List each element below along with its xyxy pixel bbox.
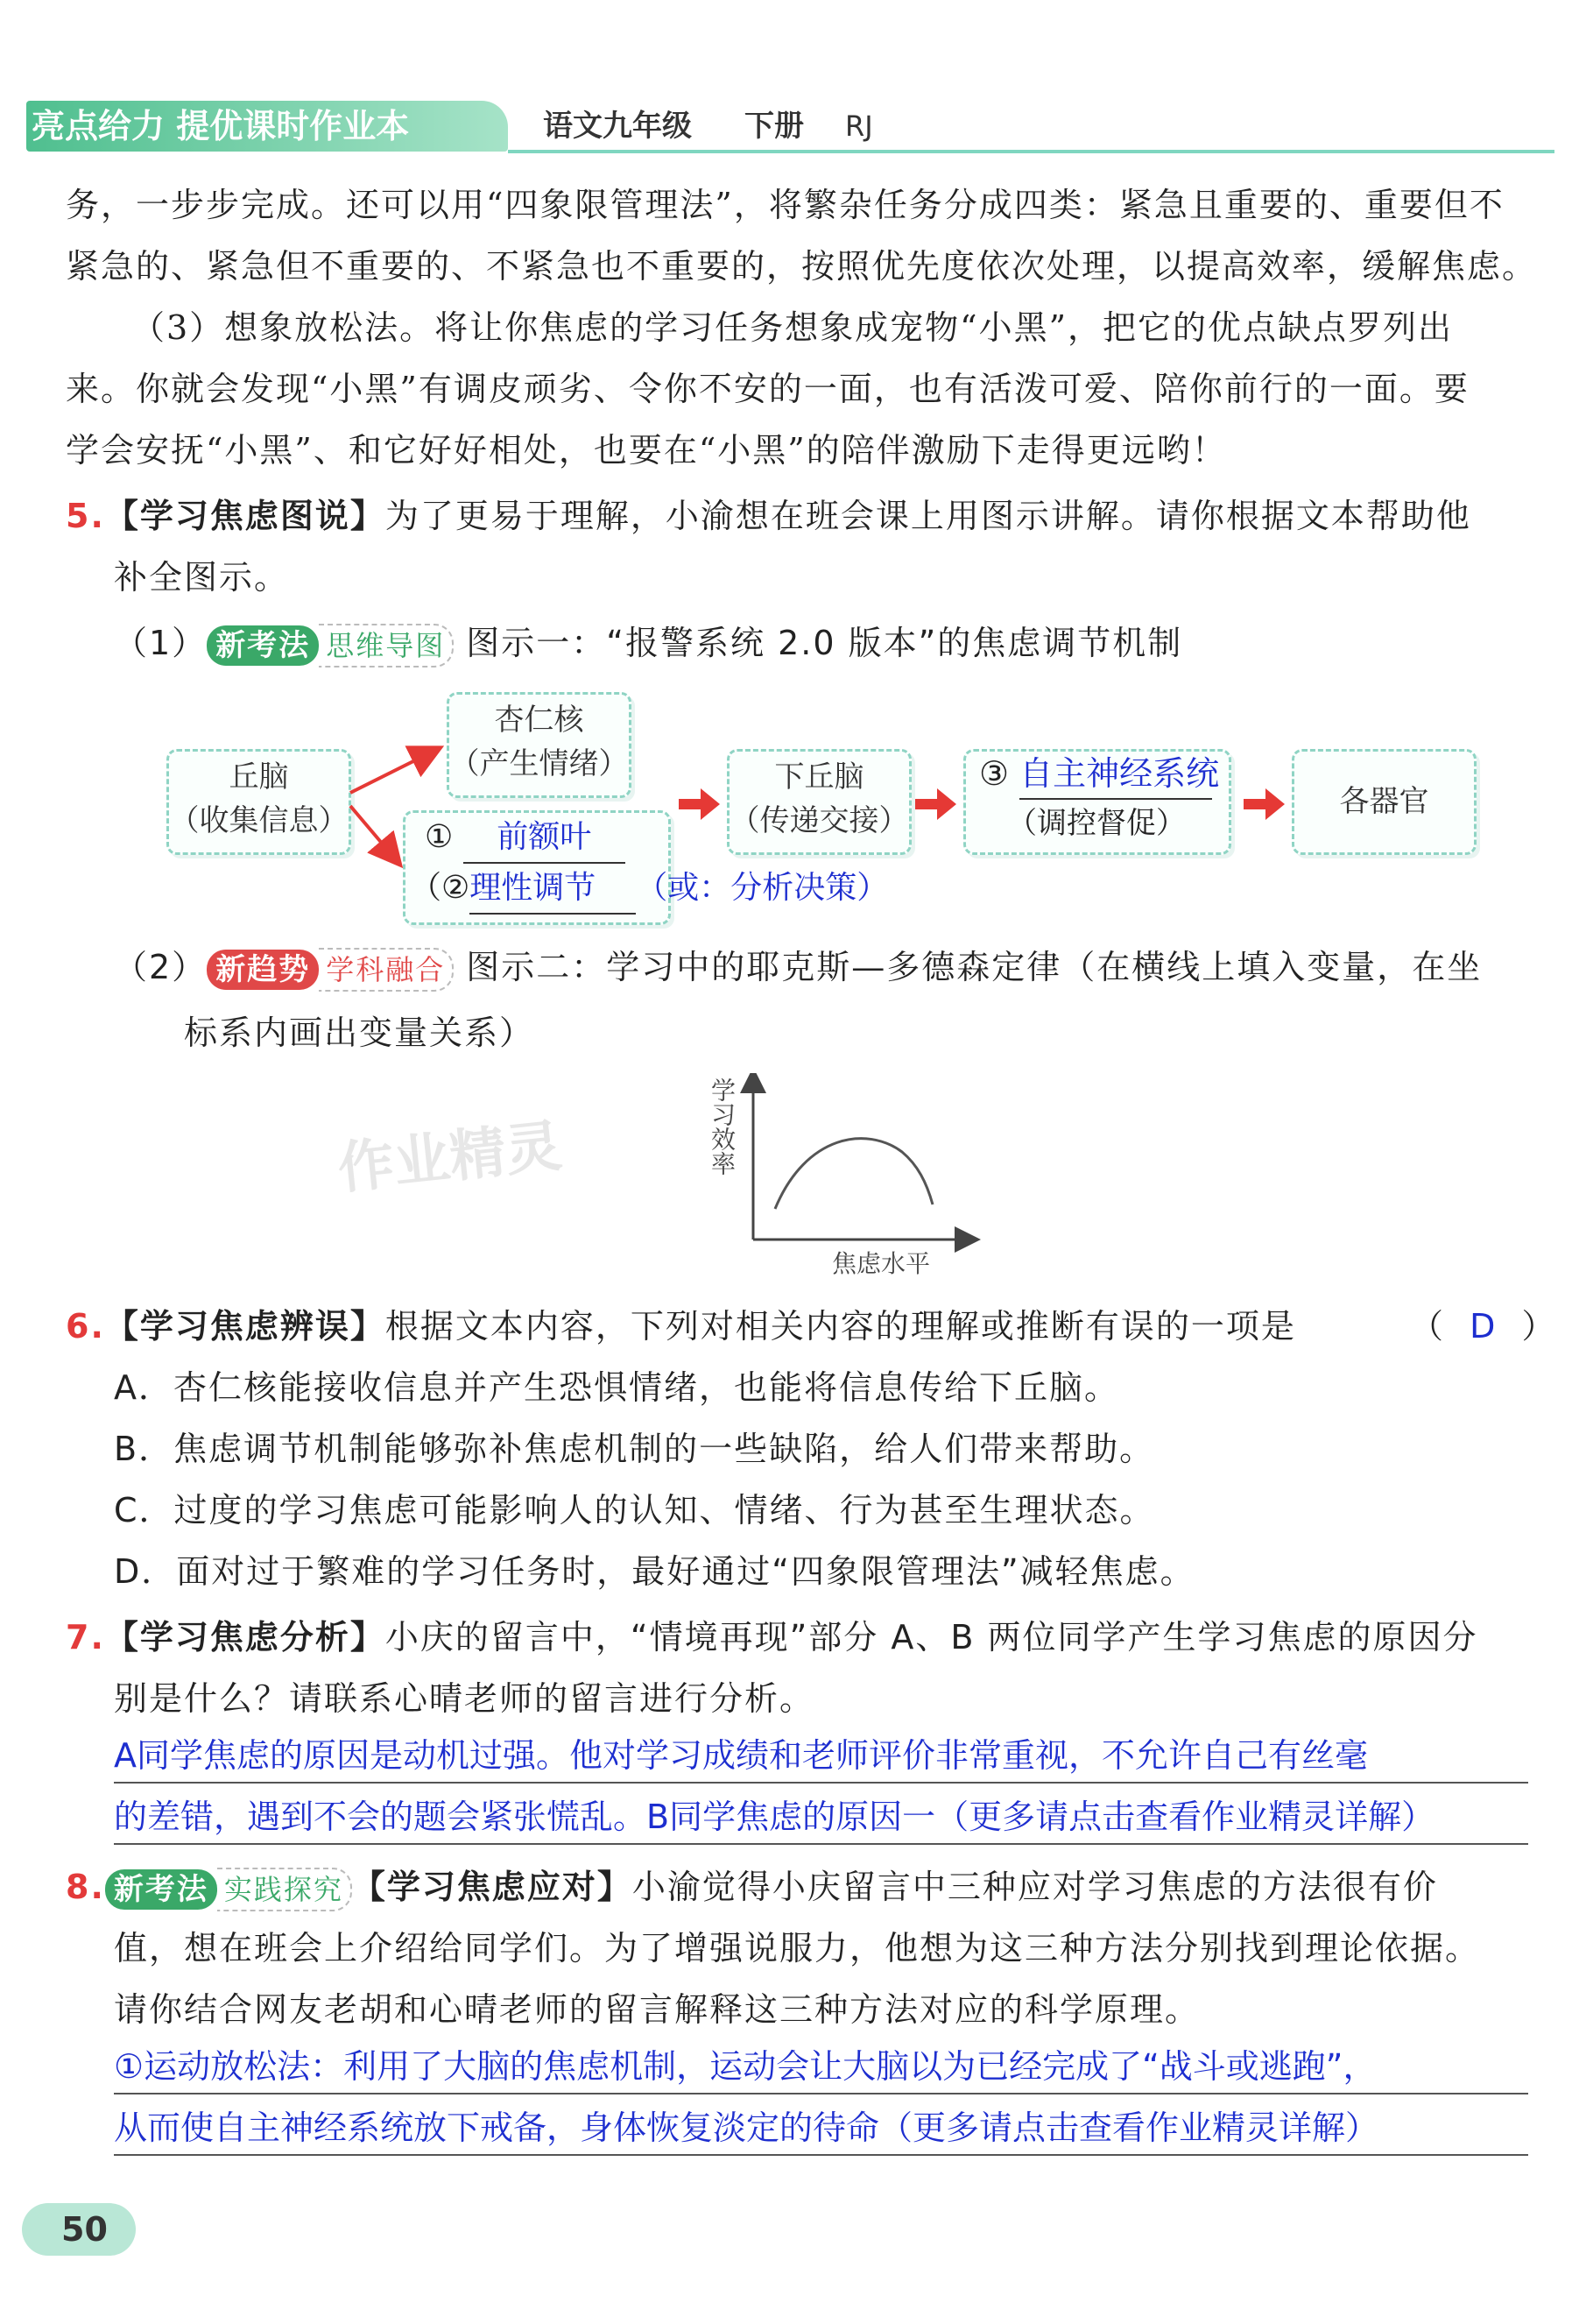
arrow-to-amygdala <box>350 749 438 793</box>
header-volume: 下册 <box>744 109 804 144</box>
diagram-arrows <box>0 0 1579 964</box>
intro-line-5: 学会安抚“小黑”、和它好好相处，也要在“小黑”的陪伴激励下走得更远哟！ <box>66 431 1227 470</box>
q7-answer-2: 的差错，遇到不会的题会紧张慌乱。B同学焦虑的原因一（更多请点击查看作业精灵详解） <box>114 1798 1435 1836</box>
q5-part2 <box>114 942 1576 992</box>
q8-number: 8. <box>66 1868 105 1906</box>
q6-option-b: B．焦虑调节机制能够弥补焦虑机制的一些缺陷，给人们带来帮助。 <box>114 1430 1155 1468</box>
q8-text-2: 值，想在班会上介绍给同学们。为了增强说服力，他想为这三种方法分别找到理论依据。 <box>114 1929 1481 1967</box>
box-hypothalamus-sub: （传递交接） <box>730 803 909 838</box>
q8-text-1: 小渝觉得小庆留言中三种应对学习焦虑的方法很有价 <box>631 1868 1438 1906</box>
q8-title: 【学习焦虑应对】 <box>351 1868 632 1906</box>
intro-line-2: 紧急的、紧急但不重要的、不紧急也不重要的，按照优先度依次处理，以提高效率，缓解焦虑。 <box>66 247 1538 286</box>
q5-part1-caption: 图示一：“报警系统 2.0 版本”的焦虑调节机制 <box>466 624 1183 662</box>
q5-number: 5. <box>66 497 105 535</box>
q6-option-d: D．面对过于繁难的学习任务时，最好通过“四象限管理法”减轻焦虑。 <box>114 1552 1195 1591</box>
q5-part2-caption-2: 标系内画出变量关系） <box>184 1014 535 1052</box>
box-prefrontal-prefix-2: （② <box>410 870 470 906</box>
graph-y-label: 学习效率 <box>708 1077 737 1176</box>
answer-alternative: （或：分析决策） <box>636 870 889 906</box>
q8-answer-2: 从而使自主神经系统放下戒备，身体恢复淡定的待命（更多请点击查看作业精灵详解） <box>114 2109 1379 2147</box>
q6-text: 根据文本内容，下列对相关内容的理解或推断有误的一项是 <box>384 1307 1296 1346</box>
arrow-to-autonomic <box>915 788 956 820</box>
box-amygdala-sub: （产生情绪） <box>449 746 629 781</box>
answer-autonomic: 自主神经系统 <box>1019 749 1212 800</box>
q6-answer: D <box>1470 1307 1496 1346</box>
q8-tag-suffix: 实践探究 <box>217 1868 352 1911</box>
q7-header <box>66 1612 1528 1663</box>
arrow-to-organs <box>1244 788 1285 820</box>
q5-text-1: 为了更易于理解，小渝想在班会课上用图示讲解。请你根据文本帮助他 <box>384 497 1471 535</box>
box-organs-label: 各器官 <box>1339 784 1429 819</box>
q5-title: 【学习焦虑图说】 <box>104 497 385 535</box>
q8-answer-rule-2 <box>114 2154 1528 2156</box>
q5-part2-tag: 新趋势 <box>207 950 319 990</box>
q8-tag: 新考法 <box>105 1869 217 1910</box>
box-prefrontal-prefix-1: ① <box>425 819 454 855</box>
q6-number: 6. <box>66 1307 105 1346</box>
box-thalamus-sub: （收集信息） <box>169 803 349 838</box>
q5-part1-tag: 新考法 <box>207 625 319 666</box>
q7-answer-rule-1 <box>114 1782 1528 1784</box>
graph <box>692 1073 981 1288</box>
q6-paren-open: （ <box>1410 1307 1444 1346</box>
q7-text-2: 别是什么？请联系心晴老师的留言进行分析。 <box>114 1679 815 1718</box>
intro-line-1: 务，一步步完成。还可以用“四象限管理法”，将繁杂任务分成四类：紧急且重要的、重要但不 <box>66 186 1505 224</box>
watermark: 作业精灵 <box>335 1113 565 1203</box>
q6-option-a: A．杏仁核能接收信息并产生恐惧情绪，也能将信息传给下丘脑。 <box>114 1368 1119 1407</box>
header-subject: 语文九年级 <box>543 109 692 144</box>
q8-answer-rule-1 <box>114 2093 1528 2094</box>
arrow-to-prefrontal <box>350 806 398 863</box>
intro-line-4: 来。你就会发现“小黑”有调皮顽劣、令你不安的一面，也有活泼可爱、陪你前行的一面。要 <box>66 370 1470 408</box>
q6-header <box>66 1301 1528 1352</box>
box-autonomic-sub: （调控督促） <box>1007 806 1186 841</box>
q7-number: 7. <box>66 1618 105 1656</box>
box-amygdala-title: 杏仁核 <box>494 703 584 738</box>
answer-rational-regulation: 理性调节 <box>469 864 636 915</box>
q6-answer-slot <box>1410 1301 1554 1352</box>
q5-text-2: 补全图示。 <box>114 558 290 597</box>
brand-title: 亮点给力 提优课时作业本 <box>32 107 410 145</box>
q8-answer-1: ①运动放松法：利用了大脑的焦虑机制，运动会让大脑以为已经完成了“战斗或逃跑”， <box>114 2047 1377 2086</box>
arrow-to-hypothalamus <box>679 788 720 820</box>
q6-title: 【学习焦虑辨误】 <box>104 1307 385 1346</box>
header-edition: RJ <box>845 109 873 143</box>
q6-option-c: C．过度的学习焦虑可能影响人的认知、情绪、行为甚至生理状态。 <box>114 1491 1155 1529</box>
box-autonomic-prefix: ③ <box>979 754 1010 793</box>
q5-part1-label: （1） <box>114 624 208 662</box>
q7-answer-1: A同学焦虑的原因是动机过强。他对学习成绩和老师评价非常重视，不允许自己有丝毫 <box>114 1736 1368 1775</box>
graph-x-label: 焦虑水平 <box>832 1249 931 1278</box>
intro-line-3: （3）想象放松法。将让你焦虑的学习任务想象成宠物“小黑”，把它的优点缺点罗列出 <box>131 308 1454 347</box>
answer-prefrontal: 前额叶 <box>463 813 625 864</box>
box-hypothalamus-title: 下丘脑 <box>774 759 864 795</box>
box-thalamus-title: 丘脑 <box>229 759 289 795</box>
q5-part1-tag-suffix: 思维导图 <box>319 624 454 668</box>
q7-text-1: 小庆的留言中，“情境再现”部分 A、B 两位同学产生学习焦虑的原因分 <box>384 1618 1478 1656</box>
q7-title: 【学习焦虑分析】 <box>104 1618 385 1656</box>
q5-part2-tag-suffix: 学科融合 <box>319 948 454 992</box>
page-number: 50 <box>61 2210 108 2249</box>
graph-curve <box>775 1139 933 1209</box>
q8-text-3: 请你结合网友老胡和心晴老师的留言解释这三种方法对应的科学原理。 <box>114 1990 1201 2029</box>
q8-header <box>66 1861 1528 1912</box>
q6-paren-close: ） <box>1521 1307 1555 1346</box>
q5-part2-label: （2） <box>114 948 208 986</box>
q7-answer-rule-2 <box>114 1843 1528 1845</box>
q5-part2-caption: 图示二：学习中的耶克斯—多德森定律（在横线上填入变量，在坐 <box>466 948 1483 986</box>
